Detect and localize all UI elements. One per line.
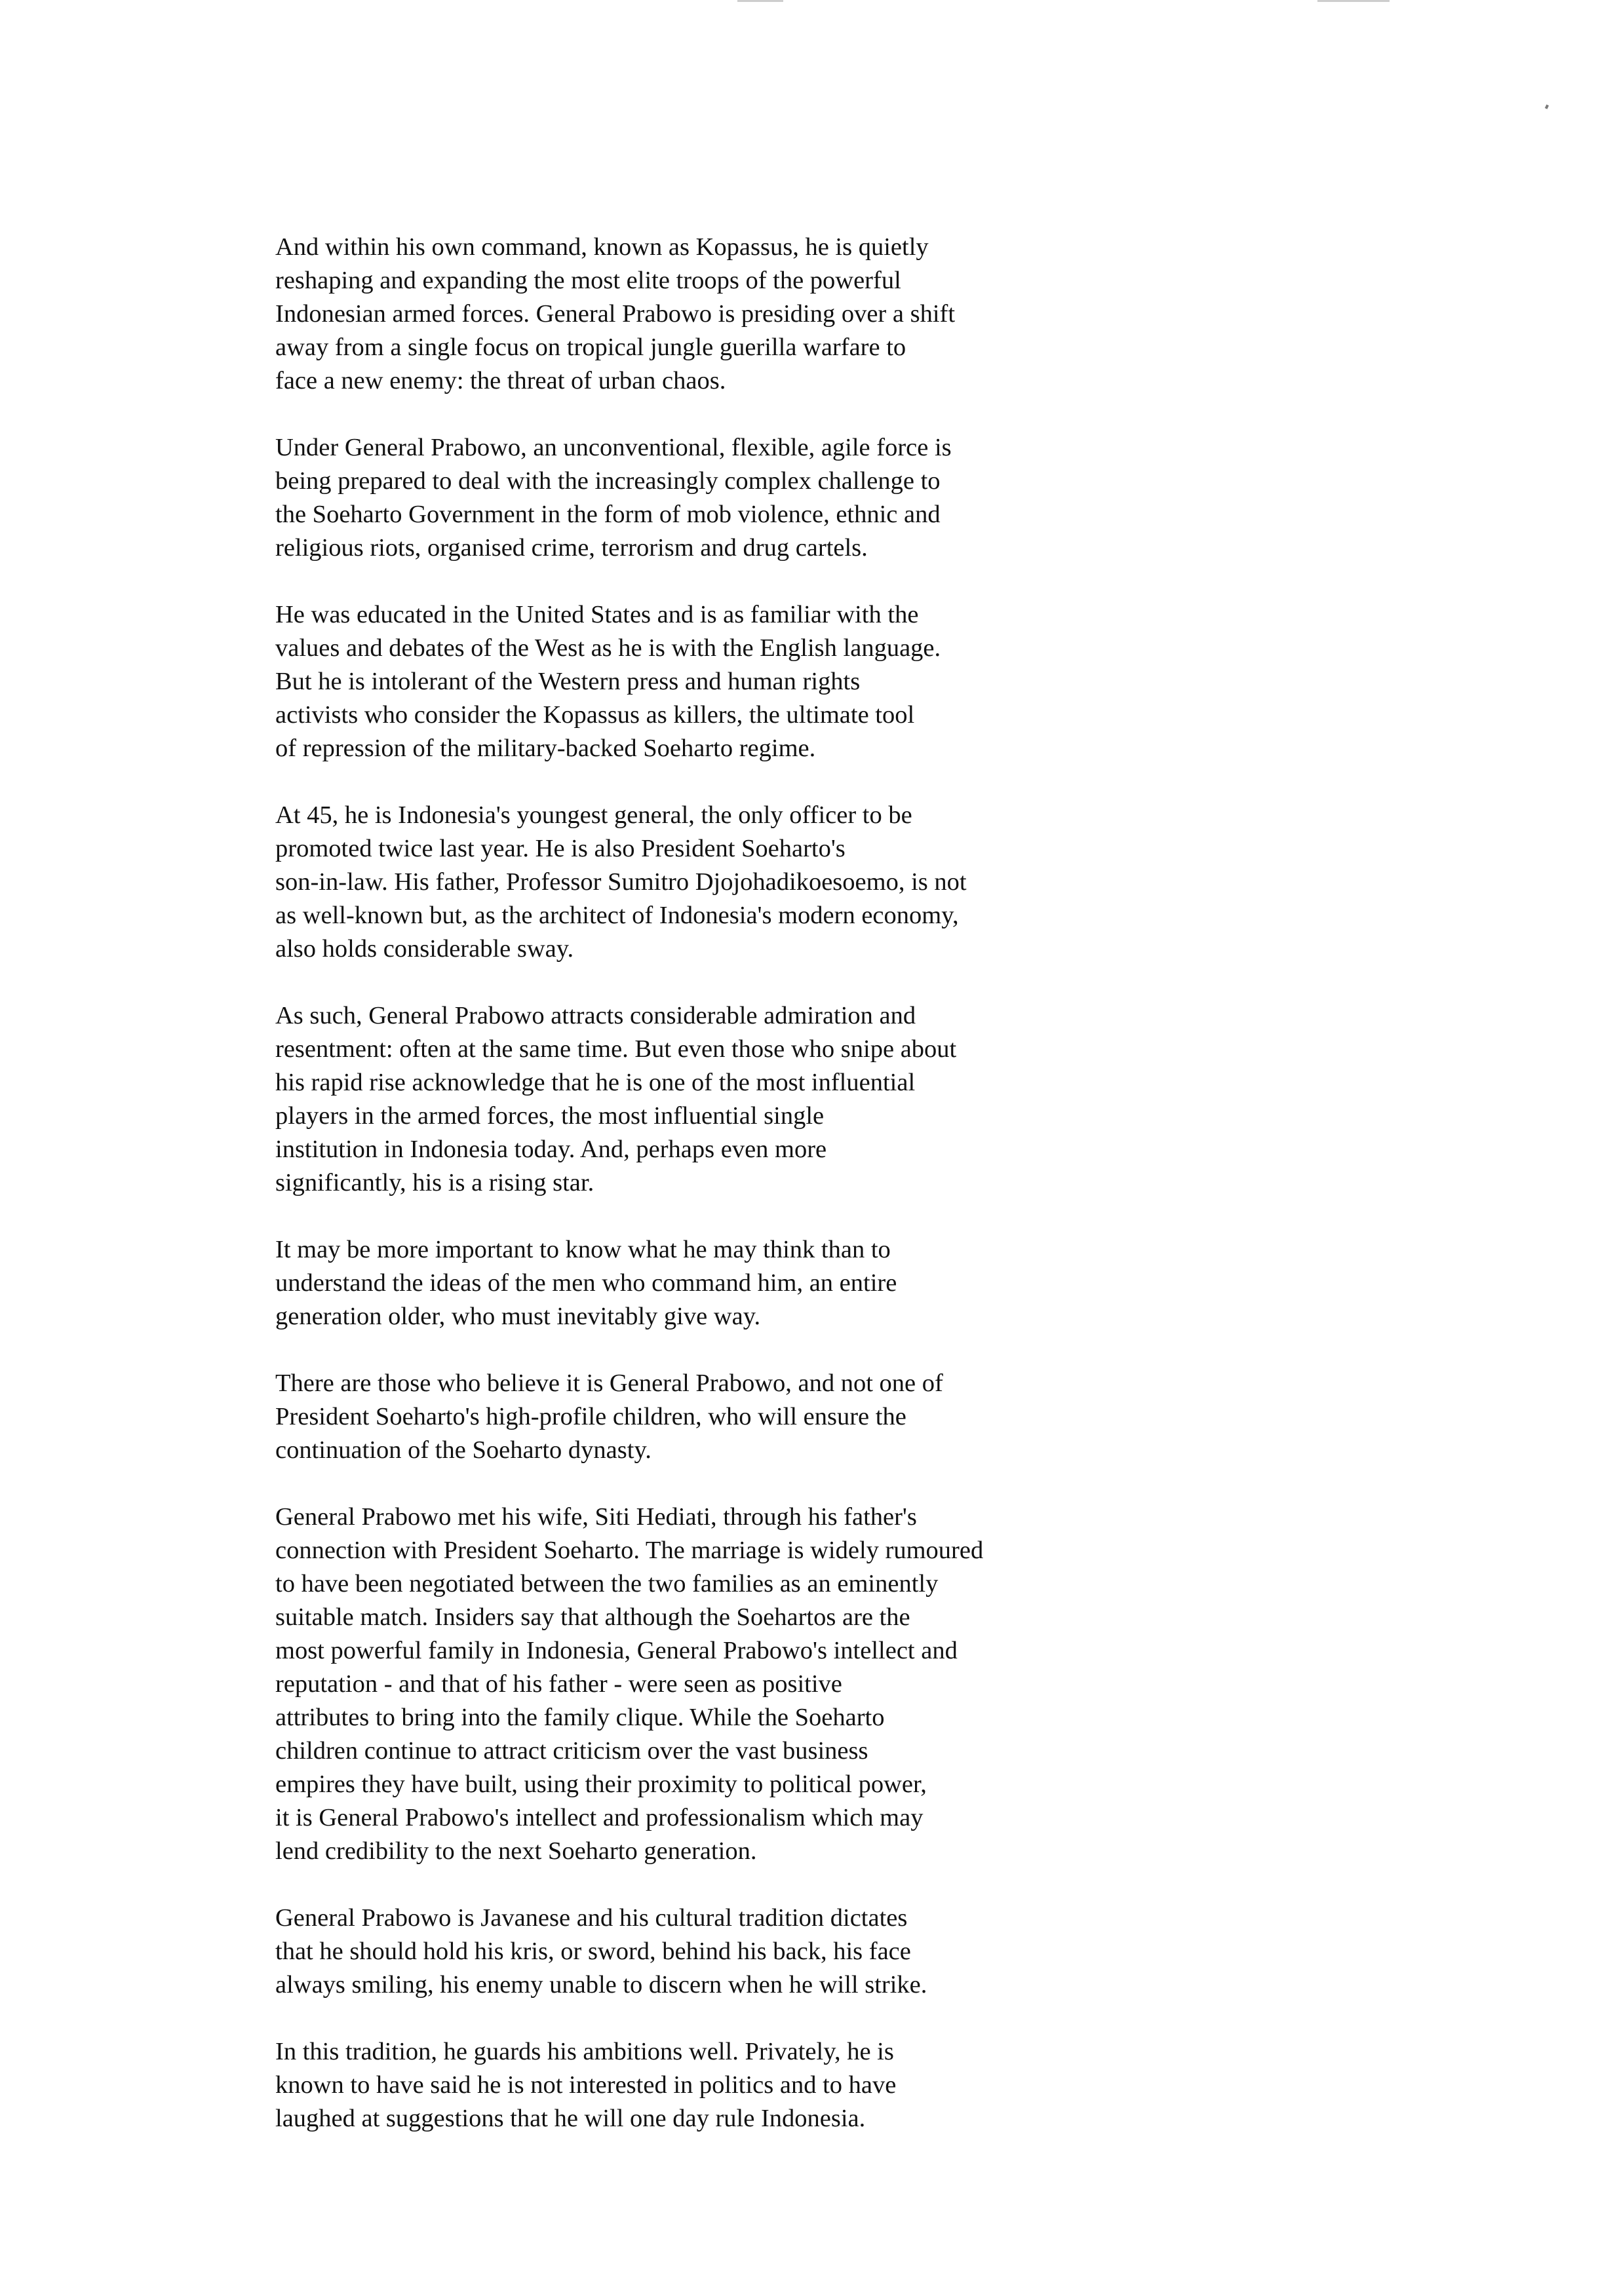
paragraph <box>275 231 1127 398</box>
paragraph <box>275 598 1127 765</box>
paragraph <box>275 799 1127 966</box>
text-line: players in the armed forces, the most influential single <box>275 1102 825 1130</box>
text-line: suitable match. Insiders say that although the Soehartos are the <box>275 1603 910 1631</box>
text-line: connection with President Soeharto. The marriage is widely rumoured <box>275 1537 984 1564</box>
text-line: activists who consider the Kopassus as killers, the ultimate tool <box>275 701 915 729</box>
text-line: known to have said he is not interested in politics and to have <box>275 2071 897 2099</box>
text-line: values and debates of the West as he is with the English language. <box>275 634 941 662</box>
text-line: generation older, who must inevitably give way. <box>275 1303 761 1330</box>
text-line: most powerful family in Indonesia, General Prabowo's intellect and <box>275 1637 958 1664</box>
text-line: understand the ideas of the men who command him, an entire <box>275 1269 897 1297</box>
paragraph <box>275 1501 1127 1868</box>
text-line: as well-known but, as the architect of Indonesia's modern economy, <box>275 902 959 929</box>
text-line: children continue to attract criticism over the vast business <box>275 1737 868 1765</box>
text-line: always smiling, his enemy unable to discern when he will strike. <box>275 1971 927 1999</box>
text-line: also holds considerable sway. <box>275 935 574 963</box>
text-line: laughed at suggestions that he will one day rule Indonesia. <box>275 2105 866 2132</box>
text-line: his rapid rise acknowledge that he is one of the most influential <box>275 1069 916 1096</box>
text-line: institution in Indonesia today. And, perhaps even more <box>275 1136 827 1163</box>
text-line: reshaping and expanding the most elite troops of the powerful <box>275 267 901 294</box>
paragraph <box>275 1902 1127 2002</box>
article-body <box>275 231 1127 2169</box>
paragraph <box>275 1367 1127 1467</box>
paragraph <box>275 2035 1127 2135</box>
text-line: And within his own command, known as Kopassus, he is quietly <box>275 233 929 261</box>
paragraph <box>275 431 1127 565</box>
text-line: He was educated in the United States and is as familiar with the <box>275 601 919 628</box>
text-line: son-in-law. His father, Professor Sumitro Djojohadikoesoemo, is not <box>275 868 967 896</box>
text-line: attributes to bring into the family clique. While the Soeharto <box>275 1704 885 1731</box>
text-line: But he is intolerant of the Western press and human rights <box>275 668 861 695</box>
text-line: to have been negotiated between the two families as an eminently <box>275 1570 939 1598</box>
text-line: the Soeharto Government in the form of mob violence, ethnic and <box>275 501 941 528</box>
text-line: promoted twice last year. He is also President Soeharto's <box>275 835 846 862</box>
text-line: being prepared to deal with the increasingly complex challenge to <box>275 467 941 495</box>
text-line: As such, General Prabowo attracts considerable admiration and <box>275 1002 916 1029</box>
text-line: President Soeharto's high-profile children, who will ensure the <box>275 1403 906 1430</box>
text-line: resentment: often at the same time. But even those who snipe about <box>275 1035 957 1063</box>
paragraph <box>275 999 1127 1200</box>
scan-artifact <box>1545 104 1549 109</box>
text-line: General Prabowo met his wife, Siti Hediati, through his father's <box>275 1503 917 1531</box>
paragraph <box>275 1233 1127 1333</box>
text-line: Under General Prabowo, an unconventional, flexible, agile force is <box>275 434 952 461</box>
text-line: General Prabowo is Javanese and his cultural tradition dictates <box>275 1904 908 1932</box>
text-line: significantly, his is a rising star. <box>275 1169 594 1196</box>
text-line: There are those who believe it is General Prabowo, and not one of <box>275 1369 943 1397</box>
text-line: empires they have built, using their proximity to political power, <box>275 1770 927 1798</box>
text-line: Indonesian armed forces. General Prabowo is presiding over a shift <box>275 300 956 328</box>
text-line: away from a single focus on tropical jungle guerilla warfare to <box>275 334 906 361</box>
text-line: that he should hold his kris, or sword, behind his back, his face <box>275 1938 911 1965</box>
scan-artifact <box>737 0 783 2</box>
text-line: of repression of the military-backed Soeharto regime. <box>275 735 816 762</box>
text-line: religious riots, organised crime, terrorism and drug cartels. <box>275 534 868 562</box>
text-line: It may be more important to know what he may think than to <box>275 1236 891 1263</box>
scan-artifact <box>1317 0 1390 2</box>
text-line: reputation - and that of his father - were seen as positive <box>275 1670 842 1698</box>
text-line: continuation of the Soeharto dynasty. <box>275 1436 652 1464</box>
text-line: In this tradition, he guards his ambitions well. Privately, he is <box>275 2038 894 2065</box>
text-line: it is General Prabowo's intellect and professionalism which may <box>275 1804 924 1831</box>
text-line: lend credibility to the next Soeharto generation. <box>275 1837 757 1865</box>
text-line: At 45, he is Indonesia's youngest general, the only officer to be <box>275 801 912 829</box>
text-line: face a new enemy: the threat of urban chaos. <box>275 367 726 394</box>
